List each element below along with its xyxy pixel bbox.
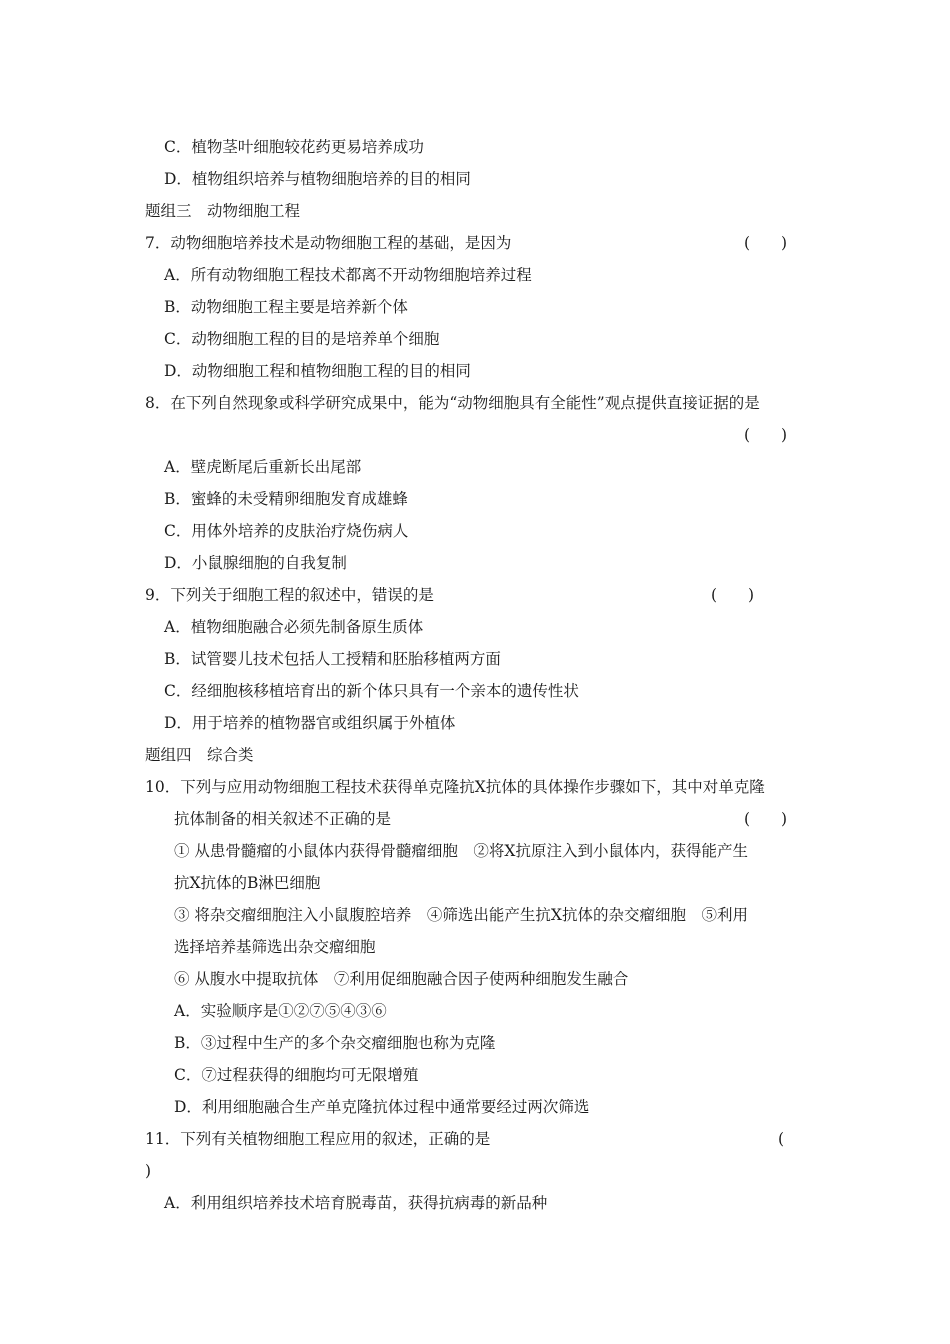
- answer-bracket-q11-close: ): [145, 1162, 152, 1180]
- step-6-7: ⑥ 从腹水中提取抗体 ⑦利用促细胞融合因子使两种细胞发生融合: [174, 970, 629, 988]
- answer-bracket-q10[interactable]: ( ): [744, 810, 788, 828]
- answer-bracket-q8[interactable]: ( ): [744, 426, 788, 444]
- option-c-q8: C．用体外培养的皮肤治疗烧伤病人: [164, 522, 409, 540]
- option-b-q9: B．试管婴儿技术包括人工授精和胚胎移植两方面: [164, 650, 501, 668]
- step-5-cont: 选择培养基筛选出杂交瘤细胞: [174, 938, 376, 956]
- question-7: 7．动物细胞培养技术是动物细胞工程的基础，是因为: [145, 234, 512, 252]
- section-heading-3: 题组三 动物细胞工程: [145, 202, 301, 220]
- answer-bracket-q9[interactable]: ( ): [711, 586, 755, 604]
- option-a-q9: A．植物细胞融合必须先制备原生质体: [164, 618, 424, 636]
- option-a-q7: A．所有动物细胞工程技术都离不开动物细胞培养过程: [164, 266, 532, 284]
- answer-bracket-q7[interactable]: ( ): [744, 234, 788, 252]
- question-10-line-2: 抗体制备的相关叙述不正确的是: [174, 810, 392, 828]
- option-a-q10: A．实验顺序是①②⑦⑤④③⑥: [174, 1002, 387, 1020]
- answer-bracket-q11-open[interactable]: (: [778, 1130, 785, 1148]
- step-3-4-5: ③ 将杂交瘤细胞注入小鼠腹腔培养 ④筛选出能产生抗X抗体的杂交瘤细胞 ⑤利用: [174, 906, 748, 924]
- option-d-q6: D．植物组织培养与植物细胞培养的目的相同: [164, 170, 471, 188]
- option-a-q8: A．壁虎断尾后重新长出尾部: [164, 458, 362, 476]
- question-11: 11．下列有关植物细胞工程应用的叙述，正确的是: [145, 1130, 491, 1148]
- step-1-2: ① 从患骨髓瘤的小鼠体内获得骨髓瘤细胞 ②将X抗原注入到小鼠体内，获得能产生: [174, 842, 748, 860]
- option-c-q9: C．经细胞核移植培育出的新个体只具有一个亲本的遗传性状: [164, 682, 579, 700]
- option-b-q10: B．③过程中生产的多个杂交瘤细胞也称为克隆: [174, 1034, 496, 1052]
- option-d-q9: D．用于培养的植物器官或组织属于外植体: [164, 714, 456, 732]
- option-d-q10: D．利用细胞融合生产单克隆抗体过程中通常要经过两次筛选: [174, 1098, 590, 1116]
- question-8: 8．在下列自然现象或科学研究成果中，能为“动物细胞具有全能性”观点提供直接证据的是: [145, 394, 760, 412]
- option-a-q11: A．利用组织培养技术培育脱毒苗，获得抗病毒的新品种: [164, 1194, 548, 1212]
- option-d-q7: D．动物细胞工程和植物细胞工程的目的相同: [164, 362, 471, 380]
- option-d-q8: D．小鼠腺细胞的自我复制: [164, 554, 347, 572]
- option-c-q7: C．动物细胞工程的目的是培养单个细胞: [164, 330, 440, 348]
- option-c-q10: C．⑦过程获得的细胞均可无限增殖: [174, 1066, 419, 1084]
- option-b-q8: B．蜜蜂的未受精卵细胞发育成雄蜂: [164, 490, 408, 508]
- question-10-line-1: 10．下列与应用动物细胞工程技术获得单克隆抗X抗体的具体操作步骤如下，其中对单克隆: [145, 778, 765, 796]
- section-heading-4: 题组四 综合类: [145, 746, 254, 764]
- step-2-cont: 抗X抗体的B淋巴细胞: [174, 874, 321, 892]
- option-b-q7: B．动物细胞工程主要是培养新个体: [164, 298, 408, 316]
- question-9: 9．下列关于细胞工程的叙述中，错误的是: [145, 586, 434, 604]
- option-c-q6: C．植物茎叶细胞较花药更易培养成功: [164, 138, 424, 156]
